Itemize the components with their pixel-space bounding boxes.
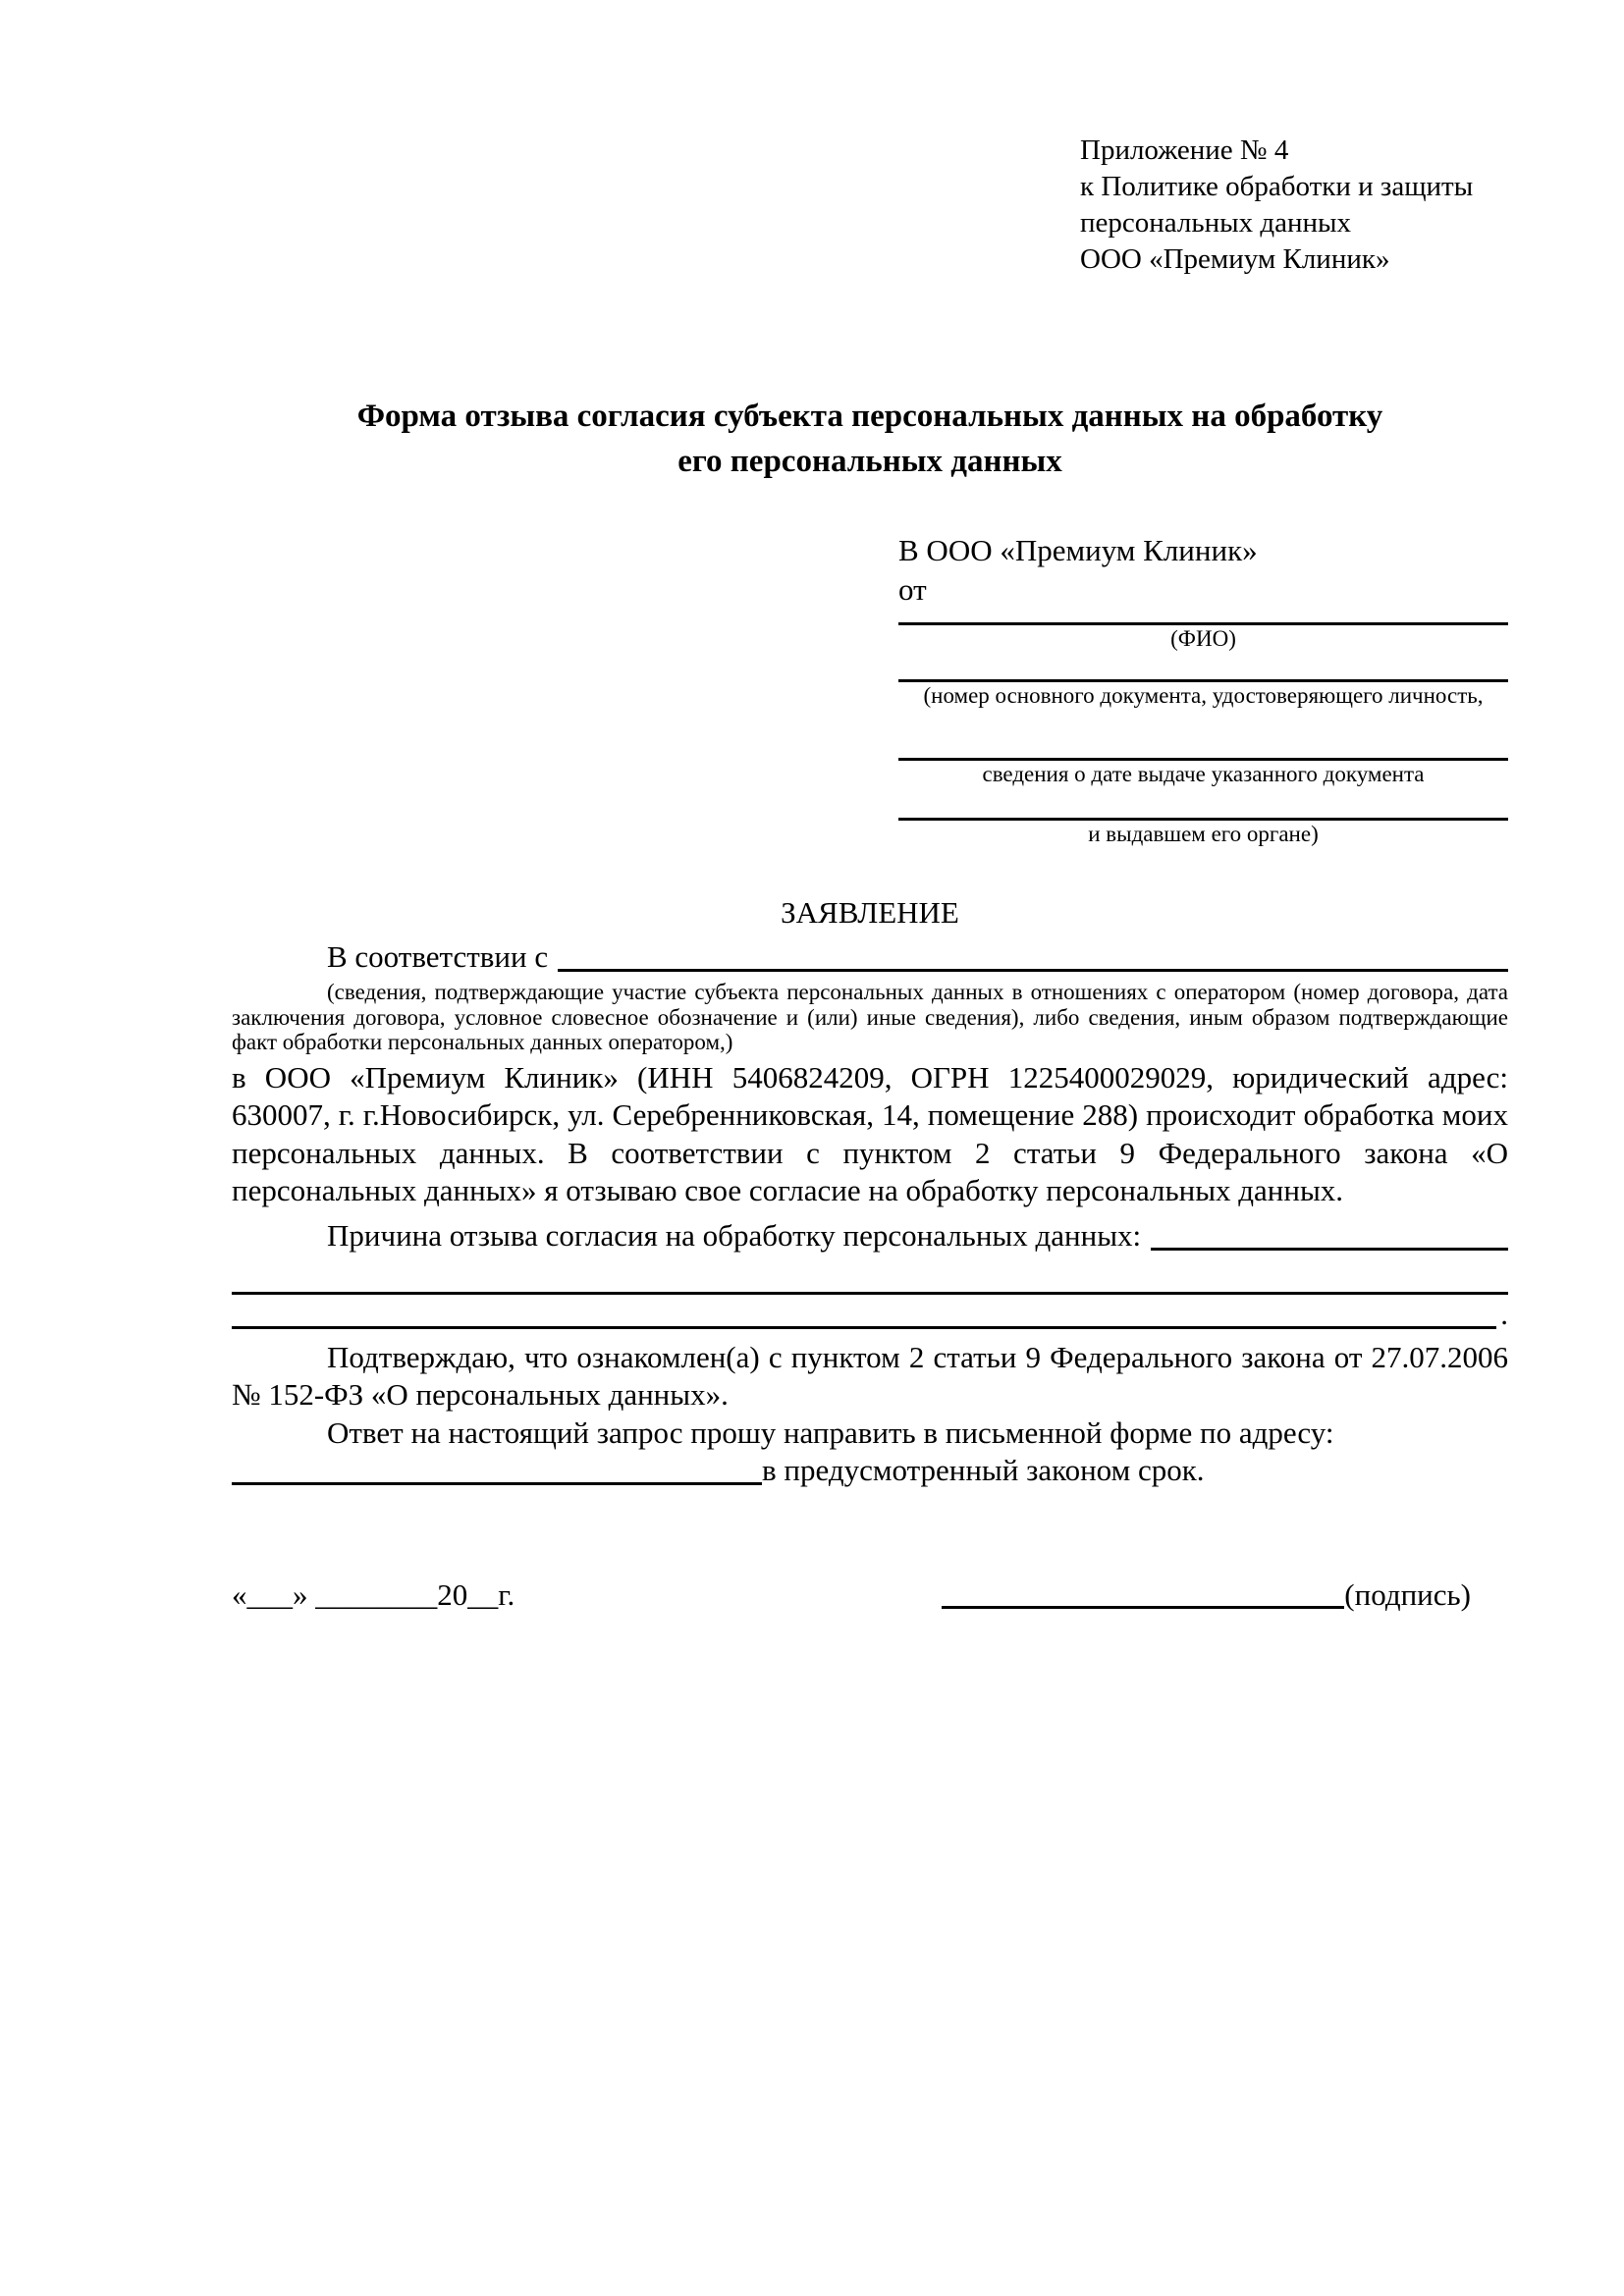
accordance-row: [232, 937, 1508, 977]
reason-blank-line-2: [232, 1255, 1508, 1295]
addressee-block: [898, 531, 1508, 848]
accordance-blank-line: [558, 937, 1508, 972]
form-title: [232, 394, 1508, 484]
reason-blank-line-3: [232, 1295, 1508, 1329]
statement-heading: ЗАЯВЛЕНИЕ: [781, 895, 959, 930]
reply-paragraph: Ответ на настоящий запрос прошу направить в письменной форме по адресу:: [327, 1415, 1334, 1450]
issuing-authority-blank-line: [898, 788, 1508, 821]
fio-blank-line: [898, 610, 1508, 625]
addressee-from: от: [898, 572, 927, 607]
accordance-label: В соответствии с: [327, 939, 549, 974]
date-line: «___» ________20__г.: [232, 1576, 515, 1612]
reason-row: [232, 1216, 1508, 1255]
signature-blank-line: [942, 1575, 1344, 1609]
appendix-line: Приложение № 4: [1080, 134, 1289, 166]
form-title-line: его персональных данных: [677, 444, 1062, 479]
small-print-note: (сведения, подтверждающие участие субъекта персональных данных в отношениях с оператором (номер договора, дата заключения договора, условное словесное обозначение и (или) иные сведения), либо сведения, иным образом подтверждающие факт обработки персональных данных оператором,): [232, 980, 1508, 1054]
issue-date-caption: сведения о дате выдаче указанного документа: [982, 762, 1425, 786]
document-number-blank-line: [898, 653, 1508, 682]
form-title-line: Форма отзыва согласия субъекта персональных данных на обработку: [356, 399, 1383, 434]
fio-caption: (ФИО): [1170, 626, 1236, 651]
appendix-note: [1080, 133, 1508, 278]
body-paragraph: в ООО «Премиум Клиник» (ИНН 5406824209, ОГРН 1225400029029, юридический адрес: 630007, г. г.Новосибирск, ул. Серебренниковская, 14, помещение 288) происходит обработка моих персональных данных. В соответствии с пунктом 2 статьи 9 Федерального закона «О персональных данных» я отзываю свое согласие на обработку персональных данных.: [232, 1059, 1508, 1207]
addressee-to: В ООО «Премиум Клиник»: [898, 533, 1258, 567]
date-signature-row: [232, 1575, 1508, 1615]
reason-label: Причина отзыва согласия на обработку персональных данных:: [327, 1217, 1142, 1253]
issue-date-blank-line: [898, 710, 1508, 761]
appendix-line: ООО «Премиум Клиник»: [1080, 243, 1390, 275]
appendix-line: персональных данных: [1080, 207, 1352, 239]
address-blank-line: [232, 1452, 762, 1485]
signature-caption: (подпись): [1344, 1576, 1471, 1612]
reason-blank-line-3-rule: [232, 1293, 1496, 1329]
reply-tail: в предусмотренный законом срок.: [762, 1453, 1205, 1487]
confirmation-paragraph: Подтверждаю, что ознакомлен(а) с пунктом 2 статьи 9 Федерального закона от 27.07.2006 № 152-ФЗ «О персональных данных».: [232, 1339, 1508, 1412]
reply-address-row: [232, 1452, 1508, 1490]
appendix-line: к Политике обработки и защиты: [1080, 171, 1474, 202]
document-number-caption: (номер основного документа, удостоверяющего личность,: [923, 683, 1484, 708]
reason-blank-line: [1151, 1216, 1508, 1251]
trailing-period: .: [1500, 1296, 1508, 1331]
issuing-authority-caption: и выдавшем его органе): [1088, 822, 1319, 846]
signature-group: [942, 1575, 1471, 1615]
